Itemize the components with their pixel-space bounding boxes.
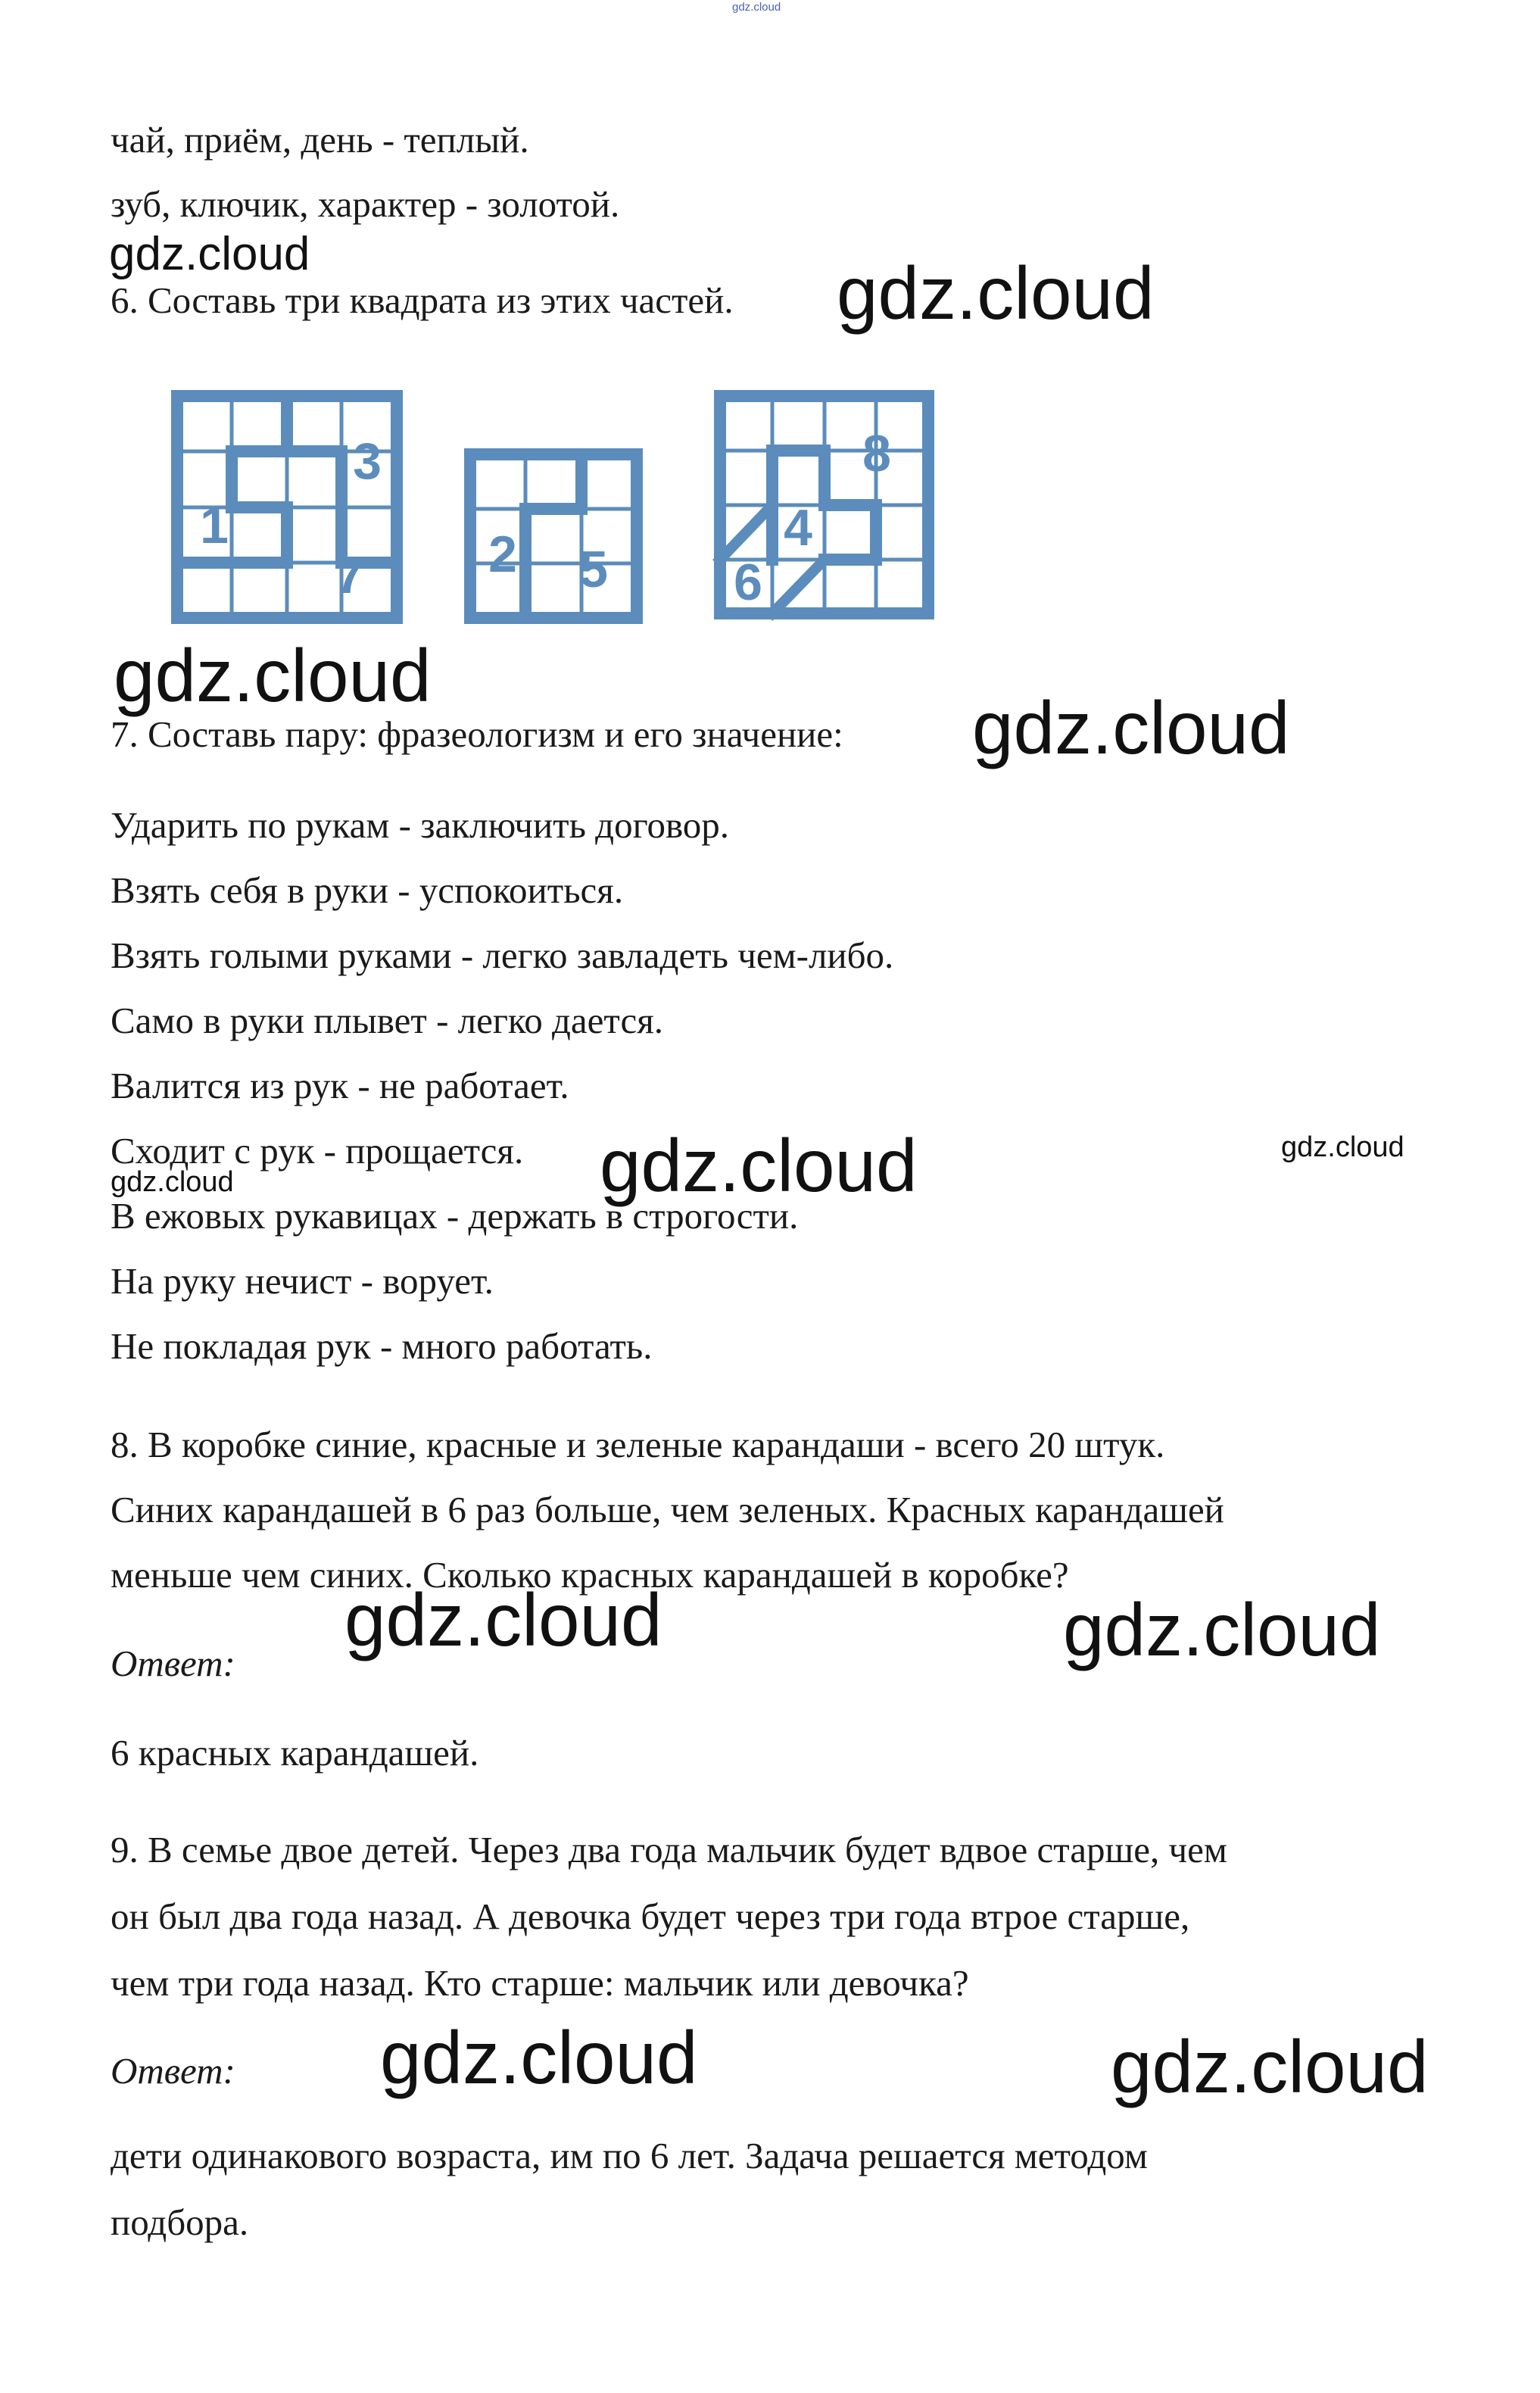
puzzle-square-1 [177,396,397,618]
watermark: gdz.cloud [837,251,1155,335]
watermark: gdz.cloud [1063,1588,1381,1671]
piece-label: 4 [784,499,812,557]
piece-label: 1 [200,497,229,554]
task-9-line: чем три года назад. Кто старше: мальчик или девочка? [111,1962,969,2004]
idiom-line: Само в руки плывет - легко дается. [111,1000,663,1041]
idiom-line: Не покладая рук - много работать. [111,1325,653,1367]
answer-text: 6 красных карандашей. [111,1732,479,1774]
answer-text: дети одинакового возраста, им по 6 лет. Задача решается методом [111,2135,1148,2176]
text-line: чай, приём, день - теплый. [111,119,529,161]
answer-label: Ответ: [111,2050,235,2092]
piece-label: 8 [862,425,891,482]
task-8-line: меньше чем синих. Сколько красных карандашей в коробке? [111,1554,1069,1596]
idiom-line: Сходит с рук - прощается. [111,1130,524,1172]
piece-label: 7 [335,547,364,604]
puzzle-square-3 [720,396,928,613]
text-line: зуб, ключик, характер - золотой. [111,183,620,225]
idiom-line: Взять голыми руками - легко завладеть чем-либо. [111,934,894,976]
task-8-line: 8. В коробке синие, красные и зеленые карандаши - всего 20 штук. [111,1424,1165,1465]
piece-label: 3 [353,432,382,490]
watermark: gdz.cloud [380,2016,698,2099]
answer-label: Ответ: [111,1643,235,1684]
watermark: gdz.cloud [732,1,781,14]
watermark: gdz.cloud [972,686,1290,769]
task-8-line: Синих карандашей в 6 раз больше, чем зеленых. Красных карандашей [111,1489,1224,1530]
idiom-line: Валится из рук - не работает. [111,1065,569,1106]
piece-label: 2 [488,526,517,583]
idiom-line: В ежовых рукавицах - держать в строгости. [111,1195,799,1237]
watermark: gdz.cloud [1111,2025,1429,2108]
watermark: gdz.cloud [1281,1131,1404,1163]
idiom-line: Ударить по рукам - заключить договор. [111,804,730,846]
watermark: gdz.cloud [114,634,432,717]
watermark: gdz.cloud [109,228,310,280]
watermark: gdz.cloud [600,1124,918,1207]
task-9-line: он был два года назад. А девочка будет через три года втрое старше, [111,1895,1190,1937]
task-9-line: 9. В семье двое детей. Через два года мальчик будет вдвое старше, чем [111,1829,1227,1870]
puzzle-square-2 [470,454,637,618]
answer-text: подбора. [111,2201,249,2243]
piece-label: 6 [734,554,762,611]
task-6-heading: 6. Составь три квадрата из этих частей. [111,279,734,321]
idiom-line: На руку нечист - ворует. [111,1260,494,1302]
watermark: gdz.cloud [111,1166,234,1198]
task-7-heading: 7. Составь пару: фразеологизм и его значение: [111,713,843,755]
watermark: gdz.cloud [344,1578,662,1661]
idiom-line: Взять себя в руки - успокоиться. [111,869,624,911]
piece-label: 5 [579,541,608,598]
